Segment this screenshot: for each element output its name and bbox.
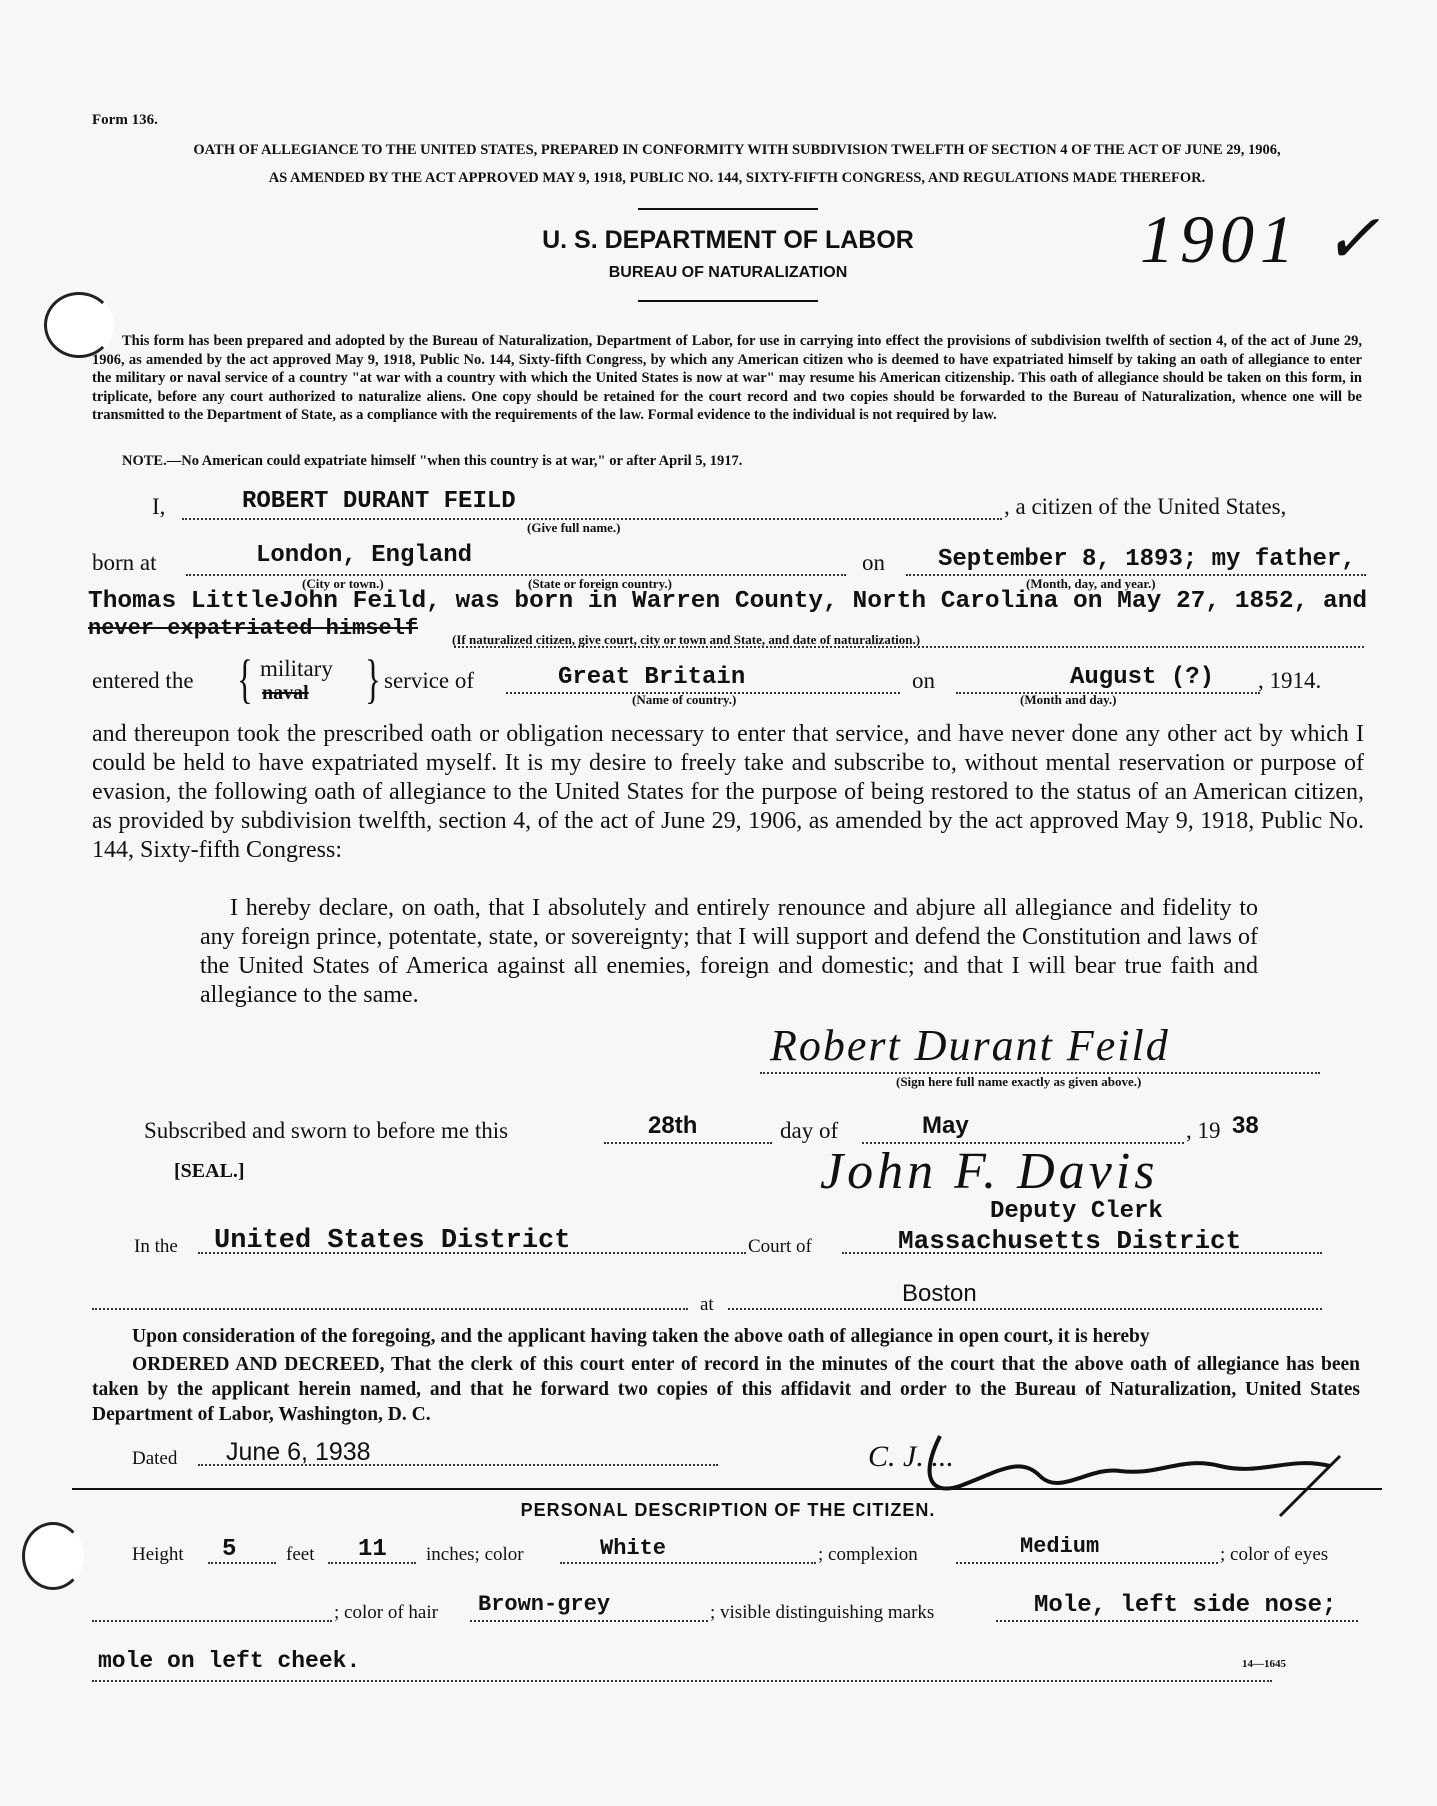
height-label: Height [132, 1544, 184, 1565]
full-name-caption: (Give full name.) [527, 520, 621, 535]
footer-code: 14—1645 [1242, 1658, 1286, 1670]
i-label: I, [152, 494, 166, 519]
inches-label: inches; color [426, 1544, 524, 1565]
year-prefix: , 19 [1186, 1118, 1221, 1143]
order-paragraph-2: ORDERED AND DECREED, That the clerk of this court enter of record in the minutes of the court that the above oath of allegiance has been taken by the applicant herein named, and that he forward two copies of this affidavit and order to the Bureau of Naturalization, United States Department of Labor, Washington, D. C. [92, 1354, 1360, 1425]
city-caption: (City or town.) [302, 576, 384, 591]
form-number: Form 136. [92, 112, 158, 128]
punch-hole-bottom [22, 1522, 84, 1590]
location-line [728, 1308, 1322, 1310]
dated-label: Dated [132, 1448, 178, 1469]
eyes-line [92, 1620, 332, 1622]
color-value[interactable]: White [600, 1536, 667, 1561]
judge-signature[interactable]: C. J. ... [868, 1440, 954, 1473]
born-at-label: born at [92, 550, 157, 575]
sworn-year[interactable]: 38 [1232, 1112, 1259, 1139]
description-heading: PERSONAL DESCRIPTION OF THE CITIZEN. [520, 1500, 936, 1520]
bureau-name: BUREAU OF NATURALIZATION [608, 264, 848, 281]
declaration-paragraph: and thereupon took the prescribed oath or obligation necessary to enter that service, and have never done any other act by which I could be held to have expatriated myself. It is my desire to freely take and subscribe to, without mental reservation or purpose of evasion, the following oath of allegiance to the United States for the purpose of being restored to the status of an American citizen, as provided by subdivision twelfth, section 4, of the act of June 29, 1906, as amended by the act approved May 9, 1918, Public No. 144, Sixty-fifth Congress: [92, 721, 1364, 863]
brace-right: } [365, 649, 381, 709]
form-title-line-2: AS AMENDED BY THE ACT APPROVED MAY 9, 1918, PUBLIC NO. 144, SIXTY-FIFTH CONGRESS, AND REGULATIONS MADE THEREFOR. [268, 170, 1206, 186]
birth-date[interactable]: September 8, 1893; my father, [938, 546, 1356, 573]
naturalized-caption: (If naturalized citizen, give court, city or town and State, and date of naturalization.) [452, 632, 921, 647]
service-date[interactable]: August (?) [1070, 664, 1215, 691]
district-name[interactable]: Massachusetts District [898, 1226, 1242, 1256]
service-of-label: service of [384, 668, 475, 693]
birthplace-line [186, 574, 846, 576]
court-location[interactable]: Boston [902, 1280, 977, 1307]
hair-value[interactable]: Brown-grey [478, 1592, 611, 1617]
complexion-line [956, 1562, 1218, 1564]
marks-label: ; visible distinguishing marks [710, 1602, 935, 1623]
feet-line [208, 1562, 276, 1564]
eyes-label: ; color of eyes [1220, 1544, 1329, 1565]
section-rule [72, 1488, 1382, 1490]
sworn-day-line [604, 1142, 772, 1144]
sworn-month[interactable]: May [922, 1112, 969, 1139]
marks-continued-line [92, 1680, 1272, 1682]
instructions-paragraph: This form has been prepared and adopted by the Bureau of Naturalization, Department of Labor, for use in carrying into effect the provisions of subdivision twelfth of section 4, of the act of June 29, 1906, as amended by the act approved May 9, 1918, Public No. 144, Sixty-fifth Congress, by which any American citizen who is deemed to have expatriated himself by taking an oath of allegiance to enter the military or naval service of a country "at war with a country with which the United States is now at war" may resume his American citizenship. This oath of allegiance should be taken on this form, in triplicate, before any court authorized to naturalize aliens. One copy should be retained for the court record and two copies should be forwarded to the Bureau of Naturalization, whence one will be transmitted to the Department of State, as a compliance with the requirements of the law. Formal evidence to the individual is not required by law. [92, 333, 1362, 423]
citizen-text: , a citizen of the United States, [1004, 494, 1287, 519]
court-name[interactable]: United States District [214, 1226, 571, 1256]
clerk-title: Deputy Clerk [990, 1198, 1163, 1225]
marks-continued[interactable]: mole on left cheek. [98, 1648, 361, 1674]
color-line [560, 1562, 816, 1564]
date-caption: (Month, day, and year.) [1026, 576, 1156, 591]
birthplace[interactable]: London, England [256, 542, 473, 569]
at-label: at [700, 1294, 714, 1315]
clerk-signature[interactable]: John F. Davis [820, 1143, 1159, 1200]
service-type-naval: naval [262, 682, 309, 704]
dated-value[interactable]: June 6, 1938 [226, 1438, 371, 1466]
month-day-caption: (Month and day.) [1020, 692, 1117, 707]
form-title-line-1: OATH OF ALLEGIANCE TO THE UNITED STATES, PREPARED IN CONFORMITY WITH SUBDIVISION TWELFTH OF SECTION 4 OF THE ACT OF JUNE 29, 1906, [193, 142, 1281, 158]
height-feet[interactable]: 5 [222, 1536, 237, 1563]
complexion-value[interactable]: Medium [1020, 1534, 1100, 1559]
sworn-day[interactable]: 28th [648, 1112, 698, 1139]
on-label: on [862, 550, 885, 575]
hair-label: ; color of hair [334, 1602, 438, 1623]
seal-label: [SEAL.] [174, 1160, 245, 1182]
father-line[interactable]: Thomas LittleJohn Feild, was born in Warren County, North Carolina on May 27, 1852, and [88, 588, 1368, 615]
day-of-label: day of [780, 1118, 839, 1143]
feet-label: feet [286, 1544, 315, 1565]
height-inches[interactable]: 11 [358, 1536, 387, 1563]
applicant-signature[interactable]: Robert Durant Feild [770, 1021, 1170, 1070]
service-year: , 1914. [1258, 668, 1322, 693]
in-the-label: In the [134, 1236, 178, 1257]
order-paragraph-1: Upon consideration of the foregoing, and the applicant having taken the above oath of allegiance in open court, it is hereby [132, 1326, 1150, 1347]
court-label: Court of [748, 1236, 812, 1257]
oath-paragraph: I hereby declare, on oath, that I absolutely and entirely renounce and abjure all allegiance and fidelity to any foreign prince, potentate, state, or sovereignty; that I will support and defend the Constitution and laws of the United States of America against all enemies, foreign and domestic; and that I will bear true faith and allegiance to the same. [200, 895, 1258, 1008]
signature-caption: (Sign here full name exactly as given above.) [896, 1074, 1142, 1089]
at-left-line [92, 1308, 688, 1310]
applicant-full-name[interactable]: ROBERT DURANT FEILD [242, 488, 516, 515]
header-rule-top [638, 208, 818, 210]
department-name: U. S. DEPARTMENT OF LABOR [542, 226, 914, 254]
service-type-military: military [260, 656, 333, 681]
header-rule-bottom [638, 300, 818, 302]
marks-line [996, 1620, 1358, 1622]
brace-left: { [237, 649, 253, 709]
on-label-2: on [912, 668, 935, 693]
entered-label: entered the [92, 668, 194, 693]
expatriated-line[interactable]: never expatriated himself [88, 616, 419, 641]
service-country[interactable]: Great Britain [558, 664, 746, 691]
state-caption: (State or foreign country.) [528, 576, 672, 591]
marks-value[interactable]: Mole, left side nose; [1034, 1592, 1337, 1619]
instructions-note: NOTE.—No American could expatriate himself "when this country is at war," or after April 5, 1917. [122, 453, 743, 469]
hair-line [470, 1620, 708, 1622]
handwritten-file-number: 1901 ✓ [1140, 201, 1386, 277]
country-caption: (Name of country.) [632, 692, 737, 707]
complexion-label: ; complexion [818, 1544, 918, 1565]
sworn-prefix: Subscribed and sworn to before me this [144, 1118, 509, 1143]
